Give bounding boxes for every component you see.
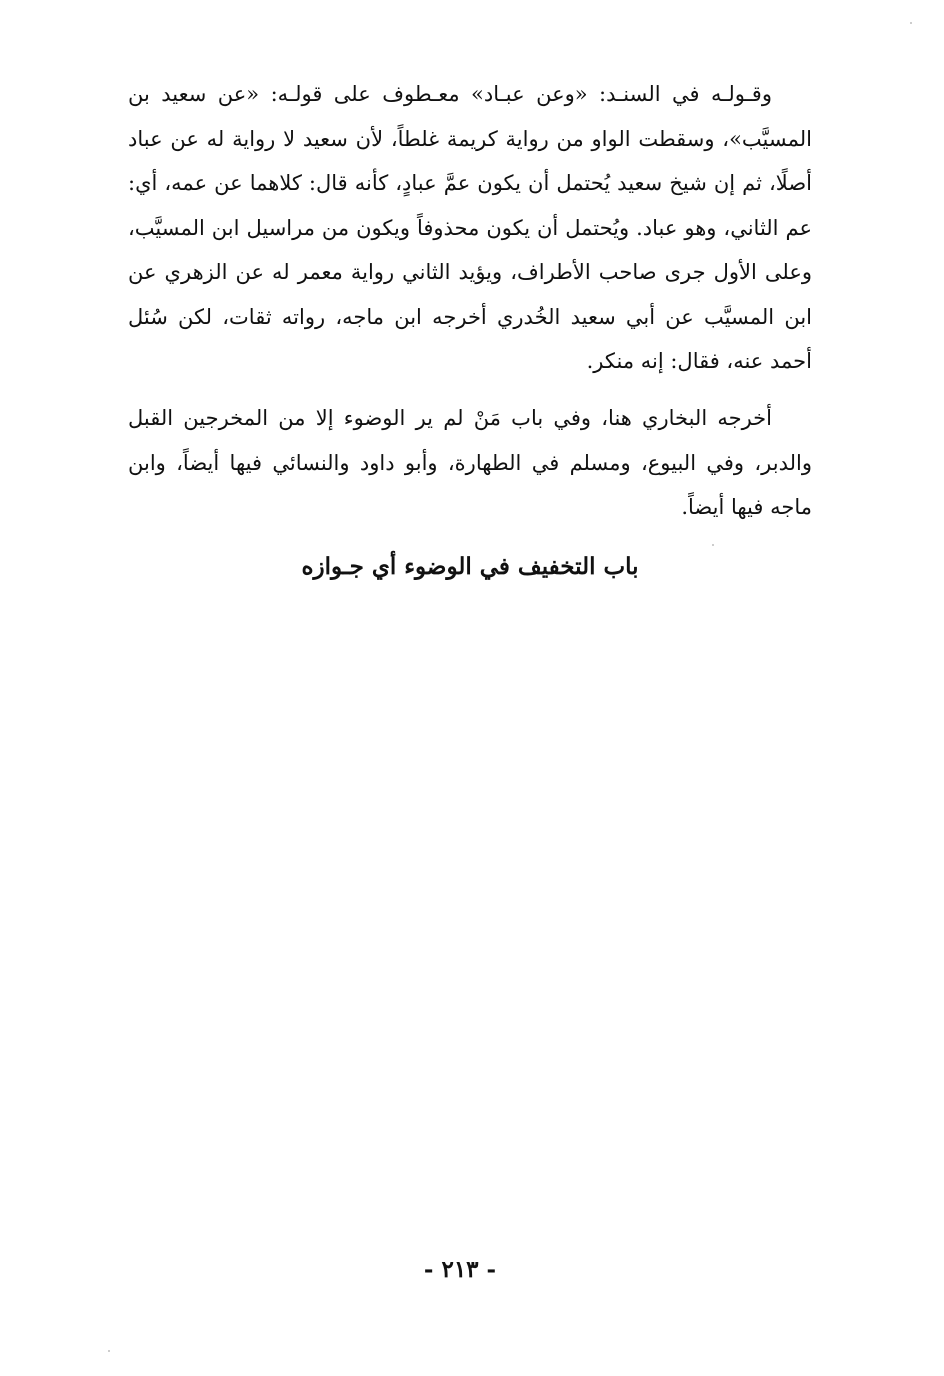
citation-paragraph bbox=[128, 396, 812, 530]
commentary-paragraph bbox=[128, 72, 812, 384]
scan-speck bbox=[108, 1350, 110, 1352]
scan-speck bbox=[712, 544, 714, 546]
scan-speck bbox=[910, 22, 912, 24]
page-number: - ٢١٣ - bbox=[423, 1256, 497, 1283]
paragraph-text: وقـولـه في السنـد: «وعن عبـاد» معـطوف على قولـه: «عن سعيد بن المسيَّب»، وسقطت الواو من رواية كريمة غلطاً، لأن سعيد لا رواية له عن عباد أصلًا، ثم إن شيخ سعيد يُحتمل أن يكون عمَّ عبادٍ، كأنه قال: كلاهما عن عمه، أي: عم الثاني، وهو عباد. ويُحتمل أن يكون محذوفاً ويكون من مراسيل ابن المسيَّب، وعلى الأول جرى صاحب الأطراف، ويؤيد الثاني رواية معمر له عن الزهري عن ابن المسيَّب عن أبي سعيد الخُدري أخرجه ابن ماجه، رواته ثقات، لكن سُئل أحمد عنه، فقال: إنه منكر. bbox=[128, 82, 812, 373]
chapter-heading: باب التخفيف في الوضوء أي جـوازه bbox=[301, 553, 639, 580]
paragraph-text: أخرجه البخاري هنا، وفي باب مَنْ لم ير الوضوء إلا من المخرجين القبل والدبر، وفي البيوع، ومسلم في الطهارة، وأبو داود والنسائي فيها أيضاً، وابن ماجه فيها أيضاً. bbox=[128, 406, 812, 519]
